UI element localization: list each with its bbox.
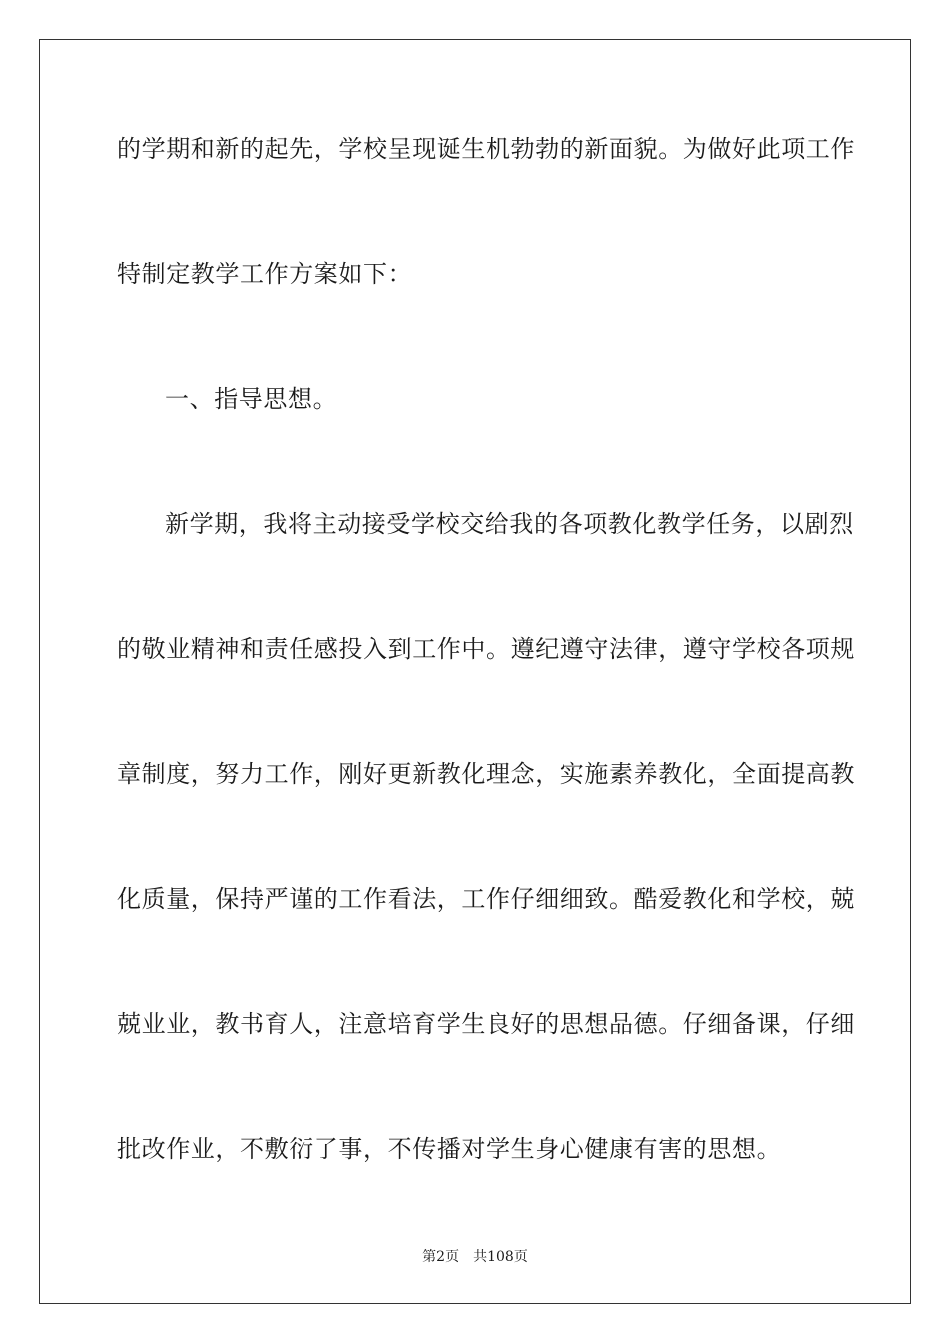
- page-number: 第2页: [422, 1249, 460, 1265]
- page-border: [39, 39, 911, 1304]
- body-line-8: 批改作业，不敷衍了事，不传播对学生身心健康有害的思想。: [117, 1135, 782, 1163]
- section-heading: 一、指导思想。: [165, 385, 338, 413]
- body-line-7: 兢业业，教书育人，注意培育学生良好的思想品德。仔细备课，仔细: [117, 1010, 855, 1038]
- page-footer: [0, 1246, 950, 1266]
- body-line-3: 新学期，我将主动接受学校交给我的各项教化教学任务，以剧烈: [165, 510, 854, 538]
- body-line-5: 章制度，努力工作，刚好更新教化理念，实施素养教化，全面提高教: [117, 760, 855, 788]
- body-line-6: 化质量，保持严谨的工作看法，工作仔细细致。酷爱教化和学校，兢: [117, 885, 855, 913]
- body-line-1: 的学期和新的起先，学校呈现诞生机勃勃的新面貌。为做好此项工作: [117, 135, 855, 163]
- body-line-4: 的敬业精神和责任感投入到工作中。遵纪遵守法律，遵守学校各项规: [117, 635, 855, 663]
- page-total: 共108页: [473, 1249, 528, 1265]
- body-line-2: 特制定教学工作方案如下：: [117, 260, 413, 288]
